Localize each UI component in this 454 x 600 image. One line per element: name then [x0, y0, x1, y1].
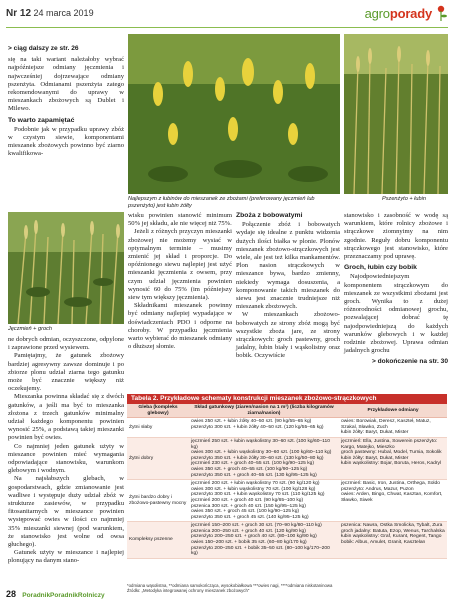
- photo-jeczmien-groch: [8, 212, 124, 324]
- paragraph: Podobnie jak w przypadku uprawy zbóż w czystym siewie, komponentami mieszanek zbożowych powinno być ziarno kwalifikowa-: [8, 125, 124, 158]
- column-1-bottom: [8, 336, 124, 566]
- table-source: Źródło: „Metodyka integrowanej ochrony mieszanek zbożowych”: [127, 588, 250, 593]
- table-notes: [127, 583, 447, 593]
- continued-from: > ciąg dalszy ze str. 26: [8, 45, 79, 52]
- table-row: [127, 437, 447, 479]
- paragraph: Składnikami mieszanek powinny być odmiany najlepiej wypadające w doświadczeniach PDO i odporne na choroby. W przypadku jęczmienia warto wybierać do mieszanek odmiany o dłuższej słomie.: [128, 302, 232, 351]
- caption-pszenzyto-lubin: Pszenżyto + łubin: [382, 196, 426, 202]
- cell-gleba: Żytni bardzo dobry i zbożowo-pastewny mocny: [127, 480, 189, 522]
- header-rule: [6, 27, 448, 28]
- page-header: [0, 0, 454, 30]
- yellow-lupin-image: [128, 34, 340, 194]
- caption-jeczmien-groch: Jęczmień + groch: [8, 326, 52, 332]
- paragraph: się na taki wariant należałoby wybrać najpóźniejsze odmiany jęczmienia i najwcześniej dojrzewające odmiany pszenżyta. Odmianami pszenżyta zatego rekomendowanymi do uprawy w mieszankach zbożowych są Dublet i Milewo.: [8, 56, 124, 113]
- flower-icon: [434, 4, 448, 22]
- header-sklad: Skład gatunkowy (ziaren/nasion na 1 m²) (liczba kilogramów ziarna/nasion): [189, 404, 339, 418]
- cell-sklad: jęczmień 150–200 szt. + groch 30 szt. (70–90 kg/80–110 kg) pszenica 200–250 szt. + groch 40 szt. (120 kg/90 kg) pszenżyto 200–250 szt. + groch 40 szt. (80–100 kg/90 kg) owies 150–200 szt. + bobik 35 szt. (60–80 kg/170 kg) pszenżyto 200–250 szt. + bobik 35–50 szt. (80–100 kg/170–200 kg): [189, 522, 339, 559]
- paragraph: Jeżeli z różnych przyczyn mieszanki zbożowej nie możemy wysiać w optymalnym terminie – musimy zmienić jej skład i proporcje. Do opóźnionego siewu najlepiej jest użyć mieszanki jęczmienia z owsem, przy czym udział jęczmienia powinien wynosić 60 do 75% (im późniejszy siew tym większy jęczmienia).: [128, 228, 232, 302]
- cell-odmiany: jęczmień: Ella, Justina, Sowerein pszenżyto: Kargo, Matejko, Mieszko groch pastewny: Hubal, Model, Turnia, Sokolik łubin żółty: Baryt, Dukat, Mister łubin wąskolistny: Bojar, Boruta, Heros, Kadryl: [339, 437, 447, 479]
- page-footer: [6, 589, 105, 599]
- photo-pszenzyto-lubin: [344, 34, 448, 194]
- cell-odmiany: pszenica: Nawra, Ostka Smolicka, Tybalt, Zura groch jadalny: Batuta, Ezop, Wenus, Tarchalska łubin wąskolistny: Graf, Kurant, Regent, Tango bobik: Albus, Amulet, Granit, Kasztelan: [339, 522, 447, 559]
- issue-date: 24 marca 2019: [33, 8, 94, 18]
- column-2: [128, 212, 232, 351]
- cell-odmiany: jęczmień: Basic, Iron, Justina, Orthega, Soldo pszenżyto: Andrus, Mazur, Puzon owies: Arden, Bingo, Chwat, Kasztan, Komfort, Sławko, Siwek: [339, 480, 447, 522]
- issue-number: Nr 12: [6, 8, 32, 19]
- table-footnote: *odmiana wąsolistna, **odmiana samokończąca, wysokobiałkowa ***owies nagi, ****odmiana niskotaninowa: [127, 583, 333, 588]
- agroporady-logo: [365, 6, 432, 21]
- paragraph: ne dobrych odmian, oczyszczone, odpylone i zaprawione przed wysiewem.: [8, 336, 124, 352]
- section-heading: To warto zapamiętać: [8, 116, 75, 124]
- logo-prefix: agro: [364, 6, 390, 21]
- issue-info: [6, 8, 94, 19]
- cell-gleba: Żytni słaby: [127, 418, 189, 438]
- page-number: 28: [6, 589, 17, 599]
- photo-lubin-zolty: [128, 34, 340, 194]
- cell-odmiany: owies: Borowiak, Deresz, Kaszteł, Matuz, Szakal, Sławko, Zuch łubin żółty: Baryt, Dukat, Mister: [339, 418, 447, 438]
- paragraph: Gatunek użyty w mieszance i najlepiej plonujący na danym stano-: [8, 549, 124, 565]
- footer-brand: PoradnikPoradnikRolniczy: [22, 592, 105, 599]
- paragraph: W mieszankach zbożowo-bobowatych ze strony zbóż mogą być wszystkie zboża jare, ze strony strączkowych: groch pastewny, groch jadalny, łubin biały i wąskolistny oraz bobik. Oczywiście: [236, 311, 340, 360]
- column-1-top: [8, 45, 124, 159]
- mixture-table: [127, 404, 447, 559]
- section-heading: Zboża z bobowatymi: [236, 212, 303, 219]
- header-gleba: Gleba (kompleks glebowy): [127, 404, 189, 418]
- table-row: [127, 522, 447, 559]
- table-row: [127, 418, 447, 438]
- cell-sklad: owies 250 szt. + łubin żółty 40–50 szt. (90 kg/55–65 kg) pszenżyto 300 szt. + łubin żółty 40–50 szt. (120 kg/55–65 kg): [189, 418, 339, 438]
- paragraph: Połączenie zbóż i bobowatych wydaje się idealne z punktu widzenia dużych ilości białka w plonie. Plonów mieszanek zbożowo-strączkowych jest wiele, ale jest też kilka mankamentów. Plon nasion strączkowych w mieszance bywa, bardzo zmienny, niekiedy wymaga dosuszenia, a komponowanie takich mieszanek do siewu jest znacznie trudniejsze niż mieszanek zbożowych.: [236, 221, 340, 311]
- column-4: [344, 212, 448, 370]
- paragraph: Pamiętajmy, że gatunek zbożowy bardziej agresywny zawsze dominuje i po zbiorze plonu udział ziarna tego gatunku może być znacznie większy niż oczekujemy.: [8, 352, 124, 393]
- table-header-row: [127, 404, 447, 418]
- cell-sklad: jęczmień 200 szt. + łubin wąskolistny 70 szt. (90 kg/120 kg) owies 300 szt. + łubin wąskolistny 70 szt. (100 kg/128 kg) pszenżyto 300 szt. + łubin wąskolistny 70 szt. (110 kg/125 kg) jęczmień 200 szt. + groch 40 szt. (90 kg/65–100 kg) pszenica 300 szt. + groch 40 szt. (150 kg/95–125 kg) owies 350 szt. + groch 45 szt. (100 kg/90–125 kg) pszenżyto 350 szt. + groch 45 szt. (140 kg/95–125 kg): [189, 480, 339, 522]
- paragraph: Najodpowiedniejszym komponentem strączkowym do mieszanek ze wszystkimi zbożami jest groch. Wynika to z dużej różnorodności odmianowej grochu, pozwalającej dobrać tę najodpowiedniejszą do każdych warunków glebowych i w każdej rodzinie zbożowej. Uprawa odmian jadalnych grochu: [344, 273, 448, 355]
- section-heading: Groch, łubin czy bobik: [344, 264, 417, 272]
- table-row: [127, 480, 447, 522]
- paragraph: Mieszanka powinna składać się z dwóch gatunków, a jeśli ma być to mieszanka złożona z trzech gatunków minimalny udział każdego komponentu powinien wynosić 25%, a podstawą takiej mieszanki powinien być owies.: [8, 393, 124, 442]
- logo-main: porady: [389, 6, 432, 21]
- cell-gleba: Kompleksy pszenne: [127, 522, 189, 559]
- table-title: Tabela 2. Przykładowe schematy konstrukcji mieszanek zbożowo-strączkowych: [127, 394, 447, 404]
- cell-sklad: jęczmień 250 szt. + łubin wąskolistny 30–60 szt. (100 kg/60–110 kg) owies 300 szt. + łubin wąskolistny 30–60 szt. (100 kg/60–110 kg) pszenżyto 350 szt. + łubin żółty 30–60 szt. (130 kg/50–80 kg) jęczmień 230 szt. + groch 40–55 szt. (100 kg/90–125 kg) owies 350 szt. + groch 40–55 szt. (100 kg/90–125 kg) pszenżyto 350 szt. + groch 40–55 szt. (130 kg/95–125 kg): [189, 437, 339, 479]
- paragraph: wisku powinien stanowić minimum 50% jej składu, ale nie więcej niż 75%.: [128, 212, 232, 228]
- barley-pea-image: [8, 212, 124, 324]
- paragraph: stanowisko i zasobność w wodę są warunkiem, które rolnicy zbożowe i strączkowe ziomnyimy na nim zgodnie. Reguły dobru komponentu strączkowego jest stanowisko, które przeznaczamy pod uprawę.: [344, 212, 448, 261]
- paragraph: Na najsłabszych glebach, w gospodarstwach, gdzie zmianowanie jest wadliwe i występuje duży udział zbóż w strukturze zasiewów, w przypadku fitosanitarnych w mieszance powinien występować owies w ilości co najmniej 35% mieszanki siewnej (pod warunkiem, że stanowisko jest wolne od owsa głuchego).: [8, 475, 124, 549]
- cell-gleba: Żytni dobry: [127, 437, 189, 479]
- caption-lubin-zolty: Najlepszym z łubinów do mieszanek ze zbożami (preferowany jęczmień lub pszenżyto) jest łubin żółty: [128, 196, 315, 209]
- continued-on: > dokończenie na str. 30: [371, 358, 448, 366]
- column-3: [236, 212, 340, 361]
- paragraph: Co najmniej jeden gatunek użyty w mieszance powinien mieć wymagania odpowiadające stanowisku, warunkom glebowym i wodnym.: [8, 442, 124, 475]
- triticale-lupin-image: [344, 34, 448, 194]
- header-odmiany: Przykładowe odmiany: [339, 404, 447, 418]
